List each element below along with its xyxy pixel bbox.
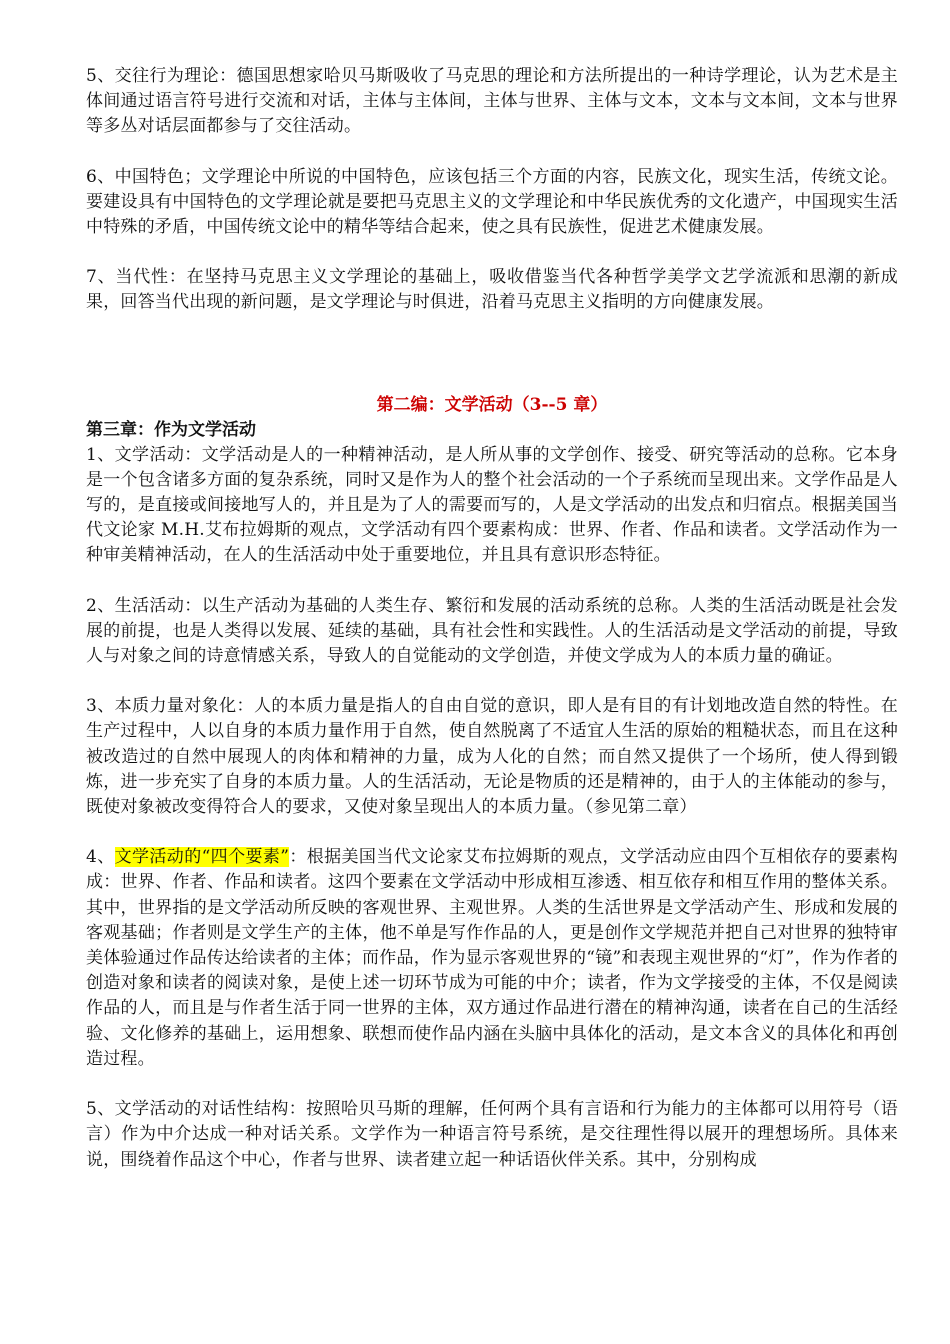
document-page (86, 64, 898, 1198)
paragraph-contemporaneity: 7、当代性：在坚持马克思主义文学理论的基础上，吸收借鉴当代各种哲学美学文艺学流派和思潮的新成果，回答当代出现的新问题，是文学理论与时俱进，沿着马克思主义指明的方向健康发展。 (86, 267, 898, 313)
paragraph-dialogic-structure: 5、文学活动的对话性结构：按照哈贝马斯的理解，任何两个具有言语和行为能力的主体都可以用符号（语言）作为中介达成一种对话关系。文学作为一种语言符号系统，是交往理性得以展开的理想场所。具体来说，围绕着作品这个中心，作者与世界、读者建立起一种话语伙伴关系。其中，分别构成 (86, 1099, 898, 1170)
highlighted-term: 文学活动的“四个要素” (114, 847, 290, 868)
section-spacer (86, 341, 898, 393)
paragraph-number: 4、 (86, 847, 115, 868)
paragraph-life-activity: 2、生活活动：以生产活动为基础的人类生存、繁衍和发展的活动系统的总称。人类的生活活动既是社会发展的前提，也是人类得以发展、延续的基础，具有社会性和实践性。人的生活活动是文学活动的前提，导致人与对象之间的诗意情感关系，导致人的自觉能动的文学创造，并使文学成为人的本质力量的确证。 (86, 595, 898, 667)
chapter-title: 第三章：作为文学活动 (86, 419, 256, 440)
paragraph-chinese-characteristics: 6、中国特色；文学理论中所说的中国特色，应该包括三个方面的内容，民族文化，现实生活，传统文论。要建设具有中国特色的文学理论就是要把马克思主义的文学理论和中华民族优秀的文化遗产，中国现实生活中特殊的矛盾，中国传统文论中的精华等结合起来，使之具有民族性，促进艺术健康发展。 (86, 166, 898, 238)
paragraph-four-elements (86, 845, 898, 1072)
paragraph-body: ：根据美国当代文论家艾布拉姆斯的观点，文学活动应由四个互相依存的要素构成：世界、作者、作品和读者。这四个要素在文学活动中形成相互渗透、相互依存和相互作用的整体关系。其中，世界指的是文学活动所反映的客观世界、主观世界。人类的生活世界是文学活动产生、形成和发展的客观基础；作者则是文学生产的主体，他不单是写作作品的人，更是创作文学规范并把自己对世界的独特审美体验通过作品传达给读者的主体；而作品，作为显示客观世界的“镜”和表现主观世界的“灯”，作为作者的创造对象和读者的阅读对象，是使上述一切环节成为可能的中介；读者，作为文学接受的主体，不仅是阅读作品的人，而且是与作者生活于同一世界的主体，双方通过作品进行潜在的精神沟通，读者在自己的生活经验、文化修养的基础上，运用想象、联想而使作品内涵在头脑中具体化的活动，是文本含义的具体化和再创造过程。 (86, 847, 898, 1069)
paragraph-objectification-essential-power: 3、本质力量对象化：人的本质力量是指人的自由自觉的意识，即人是有目的有计划地改造自然的特性。在生产过程中，人以自身的本质力量作用于自然，使自然脱离了不适宜人生活的原始的粗糙状态，而且在这种被改造过的自然中展现人的肉体和精神的力量，成为人化的自然；而自然又提供了一个场所，使人得到锻炼，进一步充实了自身的本质力量。人的生活活动，无论是物质的还是精神的，由于人的主体能动的参与，既使对象被改变得符合人的要求，又使对象呈现出人的本质力量。（参见第二章） (86, 696, 898, 818)
paragraph-literary-activity: 1、文学活动：文学活动是人的一种精神活动，是人所从事的文学创作、接受、研究等活动的总称。它本身是一个包含诸多方面的复杂系统，同时又是作为人的整个社会活动的一个子系统而呈现出来。文学作品是人写的，是直接或间接地写人的，并且是为了人的需要而写的，人是文学活动的出发点和归宿点。根据美国当代文论家 M.H.艾布拉姆斯的观点，文学活动有四个要素构成：世界、作者、作品和读者。文学活动作为一种审美精神活动，在人的生活活动中处于重要地位，并且具有意识形态特征。 (86, 444, 898, 566)
part-title: 第二编：文学活动（3--5 章） (376, 394, 608, 415)
paragraph-communicative-action-theory: 5、交往行为理论：德国思想家哈贝马斯吸收了马克思的理论和方法所提出的一种诗学理论，认为艺术是主体间通过语言符号进行交流和对话，主体与主体间，主体与世界、主体与文本，文本与文本间，文本与世界等多丛对话层面都参与了交往活动。 (86, 66, 898, 137)
